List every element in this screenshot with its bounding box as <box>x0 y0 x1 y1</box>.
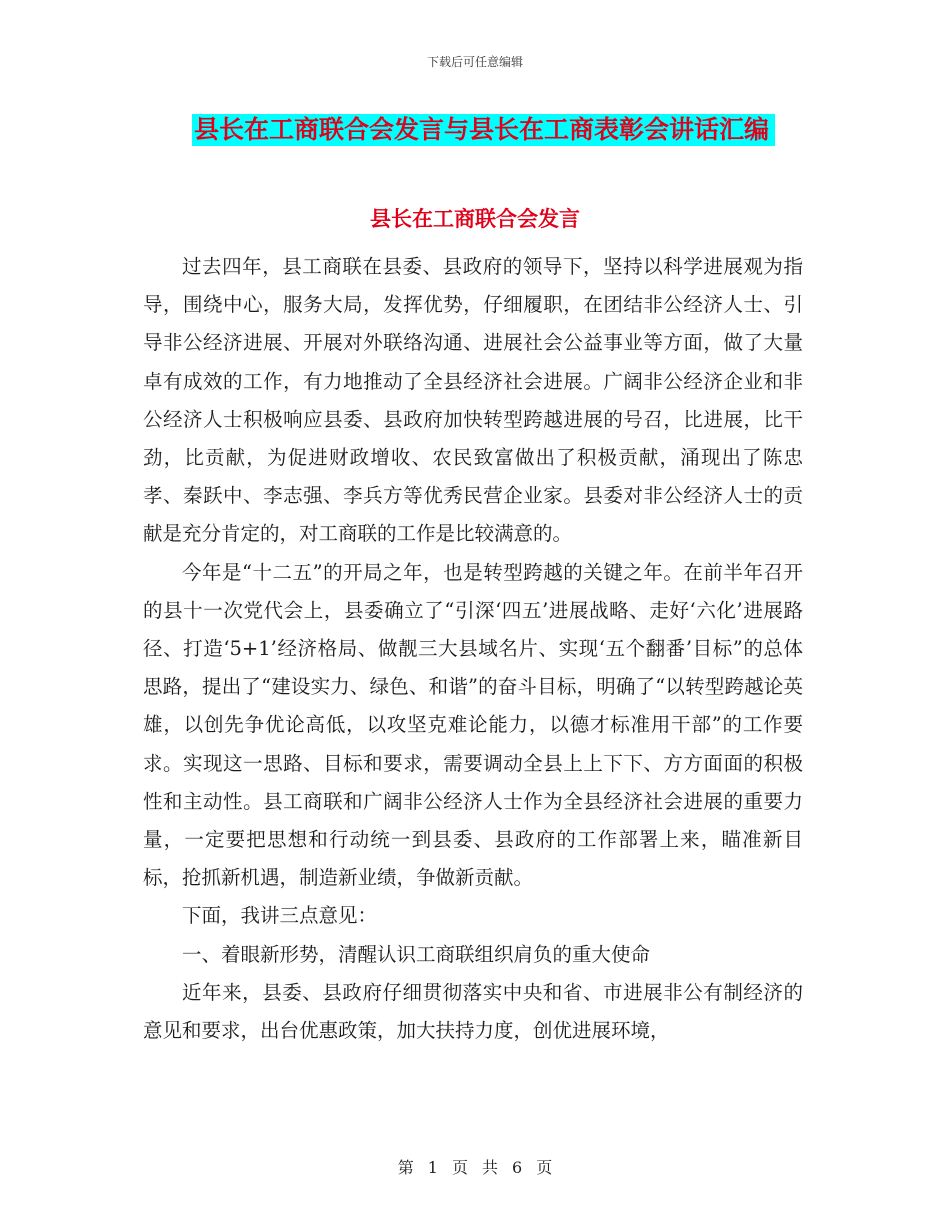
total-pages: 6 <box>512 1158 523 1177</box>
footer-page-word: 页 <box>451 1158 468 1177</box>
document-body <box>143 248 803 1050</box>
section-title: 县长在工商联合会发言 <box>370 207 580 231</box>
footer-total-prefix: 共 <box>482 1158 499 1177</box>
paragraph: 下面，我讲三点意见： <box>182 904 378 928</box>
page-footer <box>0 1155 950 1178</box>
paragraph: 一、着眼新形势，清醒认识工商联组织肩负的重大使命 <box>182 942 651 966</box>
document-main-title: 县长在工商联合会发言与县长在工商表彰会讲话汇编 <box>192 114 775 146</box>
footer-suffix: 页 <box>536 1158 553 1177</box>
paragraph: 今年是“十二五”的开局之年，也是转型跨越的关键之年。在前半年召开的县十一次党代会上，县委确立了“引深‘四五’进展战略、走好‘六化’进展路径、打造‘5+1’经济格局、做靓三大县域名片、实现‘五个翻番’目标”的总体思路，提出了“建设实力、绿色、和谐”的奋斗目标，明确了“以转型跨越论英雄，以创先争优论高低，以攻坚克难论能力，以德才标准用干部”的工作要求。实现这一思路、目标和要求，需要调动全县上上下下、方方面面的积极性和主动性。县工商联和广阔非公经济人士作为全县经济社会进展的重要力量，一定要把思想和行动统一到县委、县政府的工作部署上来，瞄准新目标，抢抓新机遇，制造新业绩，争做新贡献。 <box>143 560 803 890</box>
paragraph: 过去四年，县工商联在县委、县政府的领导下，坚持以科学进展观为指导，围绕中心，服务大局，发挥优势，仔细履职，在团结非公经济人士、引导非公经济进展、开展对外联络沟通、进展社会公益事业等方面，做了大量卓有成效的工作，有力地推动了全县经济社会进展。广阔非公经济企业和非公经济人士积极响应县委、县政府加快转型跨越进展的号召，比进展，比干劲，比贡献，为促进财政增收、农民致富做出了积极贡献，涌现出了陈忠孝、秦跃中、李志强、李兵方等优秀民营企业家。县委对非公经济人士的贡献是充分肯定的，对工商联的工作是比较满意的。 <box>143 255 803 546</box>
page-number: 1 <box>427 1158 438 1177</box>
paragraph: 近年来，县委、县政府仔细贯彻落实中央和省、市进展非公有制经济的意见和要求，出台优惠政策，加大扶持力度，创优进展环境， <box>143 980 803 1043</box>
footer-prefix: 第 <box>397 1158 414 1177</box>
header-note: 下载后可任意编辑 <box>426 55 523 69</box>
